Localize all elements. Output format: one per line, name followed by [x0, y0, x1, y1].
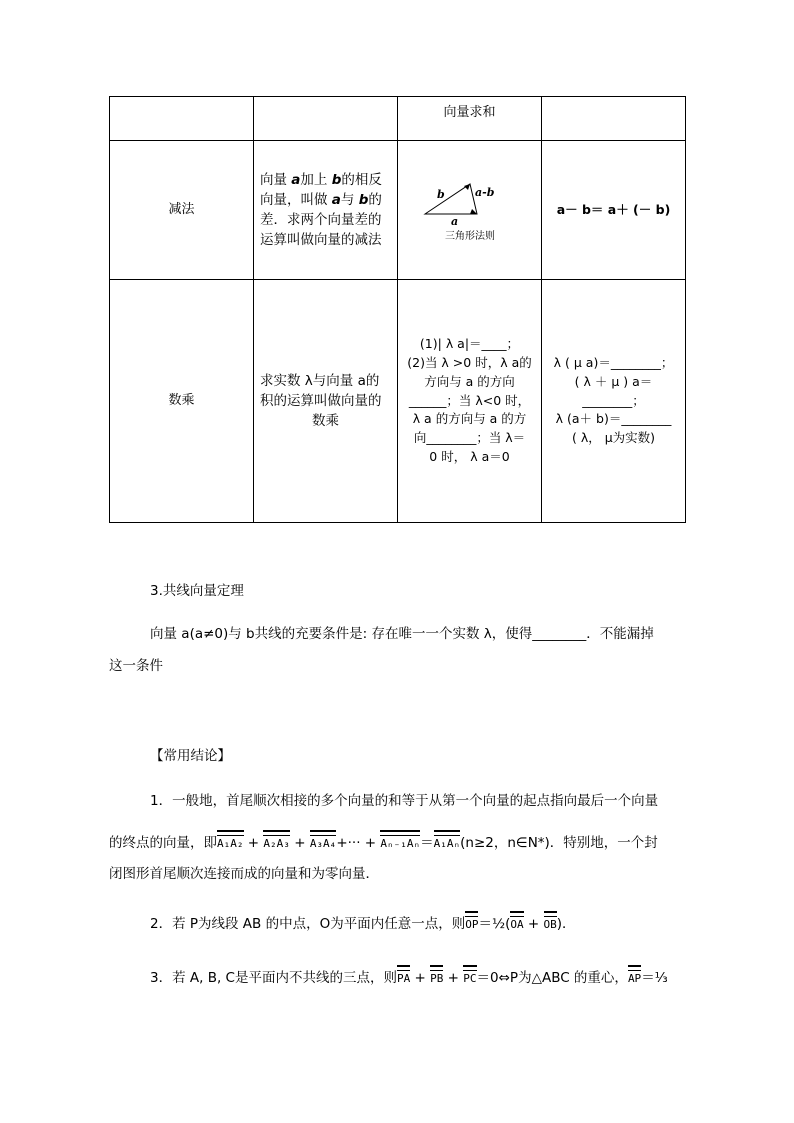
- header-cell-4: [542, 97, 686, 141]
- subtraction-name-cell: 减法: [110, 141, 254, 280]
- scalar-definition-cell: 求实数 λ与向量 a的 积的运算叫做向量的 数乘: [254, 280, 398, 523]
- label-a: a: [450, 214, 458, 228]
- vector-oa: OA: [510, 918, 524, 931]
- header-cell-1: [110, 97, 254, 141]
- conclusion-1-line2: 的终点的向量，即A₁A₂ + A₂A₃ + A₃A₄+··· + Aₙ₋₁Aₙ＝A₁Aₙ(n≥2，n∈N*)．特别地，一个封: [109, 835, 658, 851]
- subtraction-definition-cell: 向量 a加上 b的相反 向量，叫做 a与 b的 差．求两个向量差的 运算叫做向量的减法: [254, 141, 398, 280]
- conclusion-3: 3．若 A, B, C是平面内不共线的三点，则PA + PB + PC＝0⇔P为△ABC 的重心，AP＝⅓: [150, 970, 668, 986]
- vector-an1an: Aₙ₋₁Aₙ: [380, 837, 421, 850]
- vector-pc: PC: [463, 972, 477, 985]
- vector-op: OP: [465, 918, 479, 931]
- section3-line2: 这一条件: [109, 658, 163, 674]
- vector-a3a4: A₃A₄: [309, 837, 337, 850]
- section3-line1: 向量 a(a≠0)与 b共线的充要条件是: 存在唯一一个实数 λ，使得________．不能漏掉: [150, 626, 654, 642]
- conclusions-heading: 【常用结论】: [150, 748, 231, 764]
- scalar-name-cell: 数乘: [110, 280, 254, 523]
- vector-ap: AP: [627, 972, 642, 985]
- vector-pa: PA: [396, 972, 411, 985]
- section3-title: 3.共线向量定理: [150, 583, 244, 599]
- scalar-laws-cell: λ ( μ a)＝________； ( λ ＋ μ ) a＝ ________； λ (a＋ b)＝________ ( λ， μ为实数): [542, 280, 686, 523]
- subtraction-diagram-cell: [398, 141, 542, 280]
- header-cell-3: 向量求和: [398, 97, 542, 141]
- vector-ob: OB: [543, 918, 557, 931]
- vector-pb: PB: [430, 972, 444, 985]
- diagram-caption: 三角形法则: [444, 230, 495, 242]
- vector-operations-table: [109, 96, 686, 523]
- vector-a1an: A₁Aₙ: [433, 837, 461, 850]
- conclusion-1-line1: 1．一般地，首尾顺次相接的多个向量的和等于从第一个向量的起点指向最后一个向量: [150, 793, 659, 809]
- scalar-properties-cell: (1)| λ a|＝____； (2)当 λ >0 时，λ a的 方向与 a 的方向 ______；当 λ<0 时， λ a 的方向与 a 的方 向________；当 λ＝ 0 时， λ a＝0: [398, 280, 542, 523]
- triangle-rule-diagram: [415, 172, 525, 242]
- conclusion-2: 2．若 P为线段 AB 的中点，O为平面内任意一点，则OP＝½(OA + OB)．: [150, 916, 576, 932]
- vector-a2a3: A₂A₃: [263, 837, 290, 850]
- header-cell-2: [254, 97, 398, 141]
- label-a-minus-b: a-b: [474, 185, 494, 199]
- subtraction-law-cell: a－ b＝ a＋ (－ b): [542, 141, 686, 280]
- label-b: b: [436, 187, 445, 201]
- vector-a1a2: A₁A₂: [217, 837, 244, 850]
- conclusion-1-line3: 闭图形首尾顺次连接而成的向量和为零向量．: [109, 866, 379, 882]
